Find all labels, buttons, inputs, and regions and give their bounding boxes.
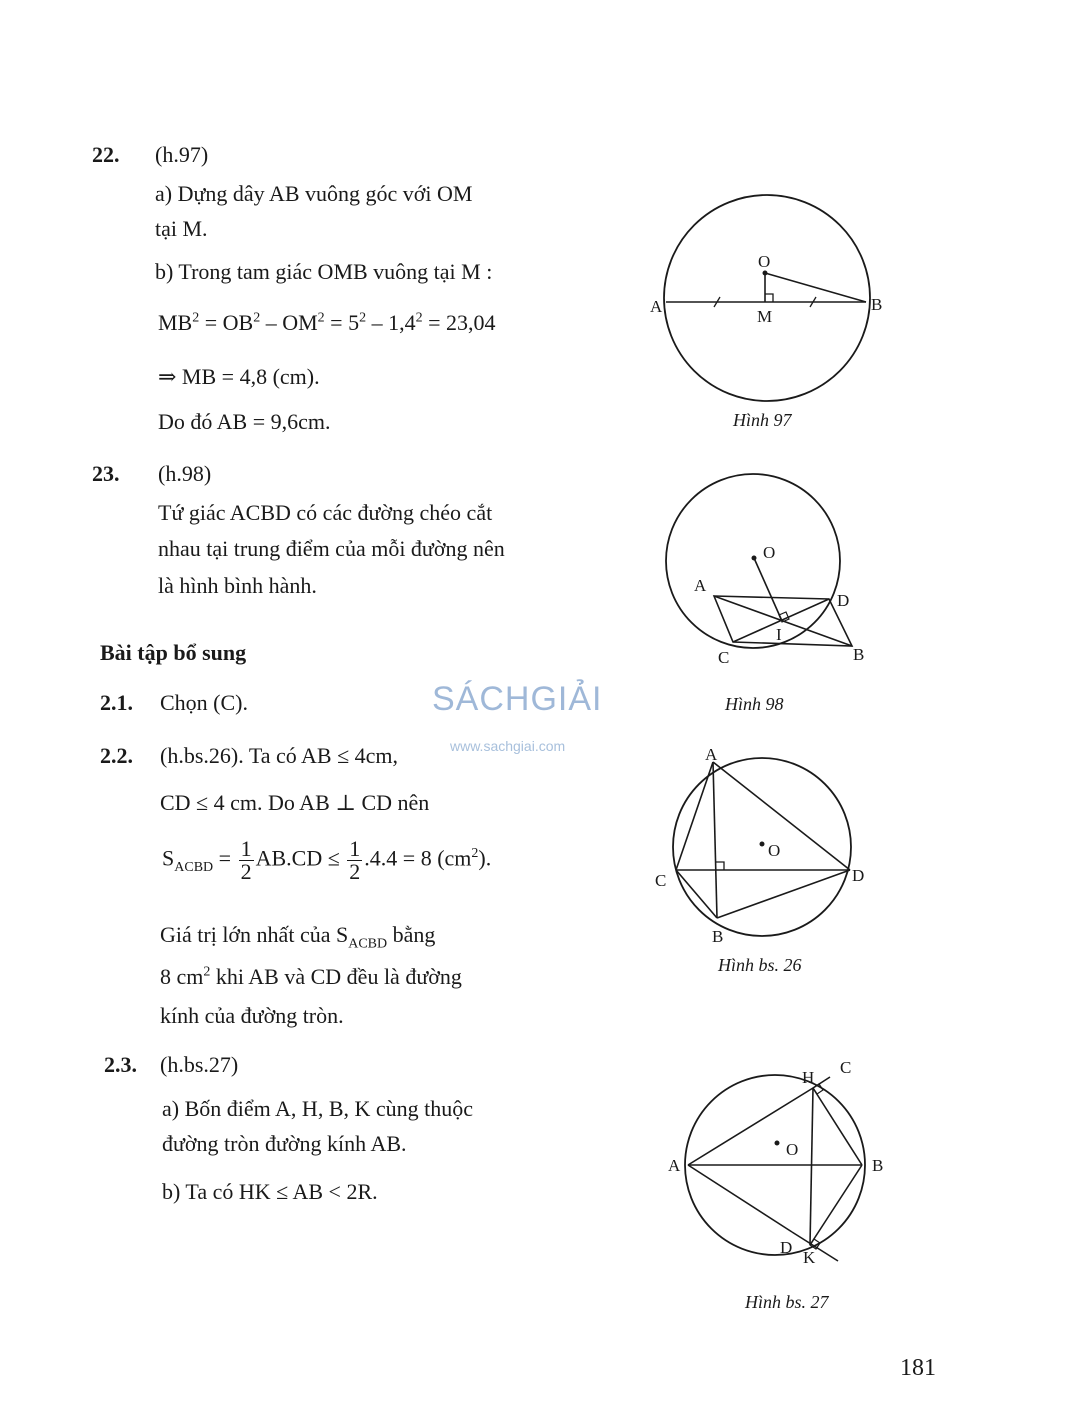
fig26-line-ab	[713, 762, 717, 918]
problem-22-a-line1: a) Dựng dây AB vuông góc với OM	[155, 181, 473, 206]
fig98-label-b: B	[853, 645, 865, 664]
problem-2-2-line5: 8 $cm^2$ khi AB và CD đều là đường	[160, 964, 462, 989]
fig27-line-hk	[810, 1088, 813, 1245]
fig98-circle	[666, 474, 840, 648]
problem-2-2-formula: $S_{ACBD}$ = $\frac{1}{2}$ AB.CD ≤ $\frac{1}{2}$ .4.4 = 8 $(cm^2)$.	[162, 836, 492, 884]
fig26-line-bd	[717, 870, 850, 918]
fig97-label-m: M	[757, 307, 773, 326]
fig26-label-d: D	[852, 866, 865, 885]
problem-2-1-text: Chọn (C).	[160, 690, 248, 715]
fig97-circle	[664, 195, 870, 401]
fig97-label-b: B	[871, 295, 883, 314]
fig26-label-a: A	[705, 745, 718, 764]
problem-2-2-line2: CD ≤ 4 cm. Do AB ⊥ CD nên	[160, 790, 430, 815]
problem-2-3-a-line2: đường tròn đường kính AB.	[162, 1131, 407, 1156]
fig26-line-ad	[713, 762, 850, 870]
fig27-label-k: K	[803, 1248, 816, 1267]
problem-23-number: 23.	[92, 461, 120, 486]
fig27-label-d: D	[780, 1238, 793, 1257]
fig98-label-o: O	[763, 543, 776, 562]
watermark-url: www.sachgiai.com	[450, 738, 566, 754]
fig26-point-o	[760, 842, 765, 847]
fig98-point-o	[752, 556, 757, 561]
fig27-line-bk	[810, 1165, 862, 1245]
problem-23-line3: là hình bình hành.	[158, 573, 317, 598]
figure-bs-26-caption: Hình bs. 26	[718, 955, 802, 975]
fig26-right-angle	[716, 862, 724, 870]
figure-bs-27	[660, 1050, 910, 1280]
problem-22-b-line1: b) Trong tam giác OMB vuông tại M :	[155, 259, 493, 284]
fig26-label-b: B	[712, 927, 724, 946]
problem-2-2-line4: Giá trị lớn nhất của $S_{ACBD}$ bằng	[160, 922, 436, 952]
fig27-label-a: A	[668, 1156, 681, 1175]
problem-22-result: ⇒ MB = 4,8 (cm).	[158, 364, 320, 389]
page-number: 181	[900, 1355, 936, 1381]
figure-98	[640, 460, 900, 680]
fig27-label-o: O	[786, 1140, 799, 1159]
figure-98-caption: Hình 98	[725, 694, 784, 714]
fig26-line-ac	[676, 762, 713, 870]
problem-22-a-line2: tại M.	[155, 216, 208, 241]
section-heading: Bài tập bổ sung	[100, 640, 247, 665]
watermark-brand: SÁCHGIẢI	[432, 680, 603, 718]
problem-23-line1: Tứ giác ACBD có các đường chéo cắt	[158, 500, 493, 525]
problem-23-line2: nhau tại trung điểm của mỗi đường nên	[158, 536, 505, 561]
fig97-label-o: O	[758, 252, 771, 271]
problem-23-ref: (h.98)	[158, 461, 212, 486]
problem-2-1-number: 2.1.	[100, 690, 133, 715]
figure-97-caption: Hình 97	[733, 410, 792, 430]
fig27-label-c: C	[840, 1058, 852, 1077]
fig27-label-b: B	[872, 1156, 884, 1175]
fig27-label-h: H	[802, 1068, 815, 1087]
problem-2-3-b: b) Ta có HK ≤ AB < 2R.	[162, 1179, 378, 1204]
problem-2-2-line6: kính của đường tròn.	[160, 1003, 344, 1028]
problem-2-3-number: 2.3.	[104, 1052, 137, 1077]
problem-2-3-ref: (h.bs.27)	[160, 1052, 239, 1077]
fig98-label-a: A	[694, 576, 707, 595]
fig26-label-o: O	[768, 841, 781, 860]
fig27-point-o	[775, 1141, 780, 1146]
fig27-line-ad	[688, 1165, 792, 1232]
fig98-label-c: C	[718, 648, 730, 667]
figure-bs-27-caption: Hình bs. 27	[745, 1292, 829, 1312]
fig97-label-a: A	[650, 297, 663, 316]
problem-2-2-line1: (h.bs.26). Ta có AB ≤ 4cm,	[160, 743, 399, 768]
fig26-label-c: C	[655, 871, 667, 890]
fig97-point-o	[763, 271, 768, 276]
problem-22-ref: (h.97)	[155, 142, 209, 167]
problem-2-3-a-line1: a) Bốn điểm A, H, B, K cùng thuộc	[162, 1096, 474, 1121]
fig98-label-d: D	[837, 591, 850, 610]
fig97-right-angle	[765, 294, 773, 302]
figure-97	[640, 160, 900, 400]
fig26-circle	[673, 758, 851, 936]
problem-2-2-number: 2.2.	[100, 743, 133, 768]
figure-bs-26	[640, 740, 900, 960]
problem-22-number: 22.	[92, 142, 120, 167]
problem-22-equation: $MB^2 = OB^2 - OM^2 = 5^2 - 1,4^2 = 23,04$	[158, 310, 496, 335]
fig98-label-i: I	[776, 625, 782, 644]
problem-22-result2: Do đó AB = 9,6cm.	[158, 409, 331, 434]
fig26-line-cb	[676, 870, 717, 918]
